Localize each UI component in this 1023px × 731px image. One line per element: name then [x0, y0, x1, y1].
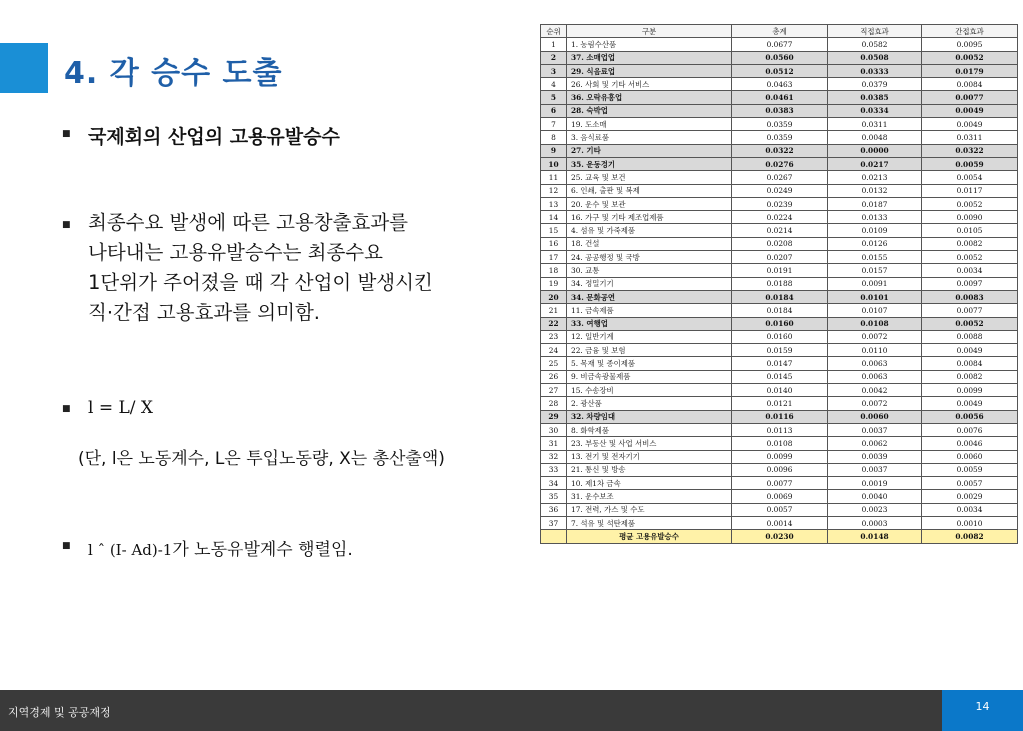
- average-indirect: 0.0082: [922, 530, 1018, 543]
- header-rank: 순위: [541, 25, 567, 38]
- footer-bar: [0, 690, 1023, 731]
- cell-rank: 19: [541, 277, 567, 290]
- footer-text: 지역경제 및 공공재정: [8, 706, 111, 719]
- cell-direct: 0.0213: [828, 171, 922, 184]
- table-row: [541, 38, 1018, 51]
- cell-total: 0.0276: [732, 157, 828, 170]
- cell-total: 0.0184: [732, 304, 828, 317]
- cell-category: 17. 전력, 가스 및 수도: [567, 503, 732, 516]
- cell-indirect: 0.0097: [922, 277, 1018, 290]
- cell-rank: 5: [541, 91, 567, 104]
- page-number: 14: [942, 690, 1023, 731]
- cell-direct: 0.0039: [828, 450, 922, 463]
- cell-indirect: 0.0034: [922, 264, 1018, 277]
- table-row: [541, 64, 1018, 77]
- table-row: [541, 237, 1018, 250]
- table-row: [541, 184, 1018, 197]
- cell-rank: 14: [541, 211, 567, 224]
- cell-total: 0.0214: [732, 224, 828, 237]
- cell-direct: 0.0062: [828, 437, 922, 450]
- header-indirect: 간접효과: [922, 25, 1018, 38]
- cell-rank: 30: [541, 423, 567, 436]
- header-category: 구분: [567, 25, 732, 38]
- cell-category: 34. 정밀기기: [567, 277, 732, 290]
- cell-total: 0.0359: [732, 118, 828, 131]
- table-row: [541, 357, 1018, 370]
- description-line: 직·간접 고용효과를 의미함.: [88, 301, 321, 324]
- table-row: [541, 516, 1018, 529]
- cell-rank: 4: [541, 78, 567, 91]
- cell-indirect: 0.0057: [922, 477, 1018, 490]
- cell-category: 25. 교육 및 보건: [567, 171, 732, 184]
- cell-category: 20. 운수 및 보관: [567, 197, 732, 210]
- cell-rank: 8: [541, 131, 567, 144]
- cell-direct: 0.0019: [828, 477, 922, 490]
- cell-direct: 0.0072: [828, 397, 922, 410]
- cell-category: 36. 오락유흥업: [567, 91, 732, 104]
- cell-direct: 0.0023: [828, 503, 922, 516]
- cell-total: 0.0188: [732, 277, 828, 290]
- table-row: [541, 171, 1018, 184]
- cell-direct: 0.0582: [828, 38, 922, 51]
- table-row: [541, 51, 1018, 64]
- cell-direct: 0.0333: [828, 64, 922, 77]
- cell-rank: 15: [541, 224, 567, 237]
- cell-category: 37. 소매업업: [567, 51, 732, 64]
- cell-rank: 2: [541, 51, 567, 64]
- cell-direct: 0.0107: [828, 304, 922, 317]
- cell-rank: 22: [541, 317, 567, 330]
- cell-direct: 0.0060: [828, 410, 922, 423]
- cell-rank: 24: [541, 344, 567, 357]
- table-row: [541, 344, 1018, 357]
- table-row: [541, 197, 1018, 210]
- cell-category: 6. 인쇄, 출판 및 복제: [567, 184, 732, 197]
- table-row: [541, 503, 1018, 516]
- cell-indirect: 0.0052: [922, 51, 1018, 64]
- cell-category: 8. 화학제품: [567, 423, 732, 436]
- cell-category: 33. 여행업: [567, 317, 732, 330]
- cell-total: 0.0160: [732, 330, 828, 343]
- cell-rank: 1: [541, 38, 567, 51]
- cell-total: 0.0113: [732, 423, 828, 436]
- cell-rank: 34: [541, 477, 567, 490]
- cell-category: 13. 전기 및 전자기기: [567, 450, 732, 463]
- cell-indirect: 0.0099: [922, 384, 1018, 397]
- table-row: [541, 290, 1018, 303]
- cell-direct: 0.0334: [828, 104, 922, 117]
- cell-category: 30. 교통: [567, 264, 732, 277]
- cell-category: 9. 비금속광물제품: [567, 370, 732, 383]
- cell-category: 5. 목재 및 종이제품: [567, 357, 732, 370]
- cell-category: 26. 사회 및 기타 서비스: [567, 78, 732, 91]
- table-row: [541, 78, 1018, 91]
- table-row: [541, 490, 1018, 503]
- cell-total: 0.0069: [732, 490, 828, 503]
- cell-indirect: 0.0034: [922, 503, 1018, 516]
- bullet-description: [88, 208, 433, 328]
- cell-rank: 6: [541, 104, 567, 117]
- cell-category: 1. 농림수산품: [567, 38, 732, 51]
- cell-indirect: 0.0083: [922, 290, 1018, 303]
- cell-direct: 0.0187: [828, 197, 922, 210]
- cell-rank: 35: [541, 490, 567, 503]
- table-row: [541, 224, 1018, 237]
- cell-total: 0.0014: [732, 516, 828, 529]
- cell-indirect: 0.0082: [922, 370, 1018, 383]
- cell-indirect: 0.0090: [922, 211, 1018, 224]
- cell-indirect: 0.0077: [922, 304, 1018, 317]
- table-row: [541, 423, 1018, 436]
- cell-total: 0.0108: [732, 437, 828, 450]
- cell-category: 4. 섬유 및 가죽제품: [567, 224, 732, 237]
- cell-direct: 0.0385: [828, 91, 922, 104]
- cell-direct: 0.0000: [828, 144, 922, 157]
- cell-category: 31. 운수보조: [567, 490, 732, 503]
- bullet-heading: 국제회의 산업의 고용유발승수: [88, 126, 340, 148]
- cell-rank: 28: [541, 397, 567, 410]
- cell-rank: 20: [541, 290, 567, 303]
- description-line: 나타내는 고용유발승수는 최종수요: [88, 241, 383, 264]
- table-row: [541, 384, 1018, 397]
- cell-rank: 17: [541, 251, 567, 264]
- cell-indirect: 0.0049: [922, 397, 1018, 410]
- cell-total: 0.0191: [732, 264, 828, 277]
- table-row: [541, 410, 1018, 423]
- cell-total: 0.0267: [732, 171, 828, 184]
- cell-category: 7. 석유 및 석탄제품: [567, 516, 732, 529]
- table-header-row: [541, 25, 1018, 38]
- cell-indirect: 0.0077: [922, 91, 1018, 104]
- cell-total: 0.0096: [732, 463, 828, 476]
- cell-indirect: 0.0049: [922, 344, 1018, 357]
- employment-multiplier-table: [540, 24, 1017, 544]
- cell-rank: 18: [541, 264, 567, 277]
- cell-indirect: 0.0311: [922, 131, 1018, 144]
- cell-total: 0.0249: [732, 184, 828, 197]
- table-row: [541, 211, 1018, 224]
- description-line: 1단위가 주어졌을 때 각 산업이 발생시킨: [88, 271, 433, 294]
- cell-direct: 0.0311: [828, 118, 922, 131]
- cell-total: 0.0560: [732, 51, 828, 64]
- table-row: [541, 450, 1018, 463]
- cell-total: 0.0512: [732, 64, 828, 77]
- cell-category: 19. 도소매: [567, 118, 732, 131]
- cell-total: 0.0322: [732, 144, 828, 157]
- cell-direct: 0.0101: [828, 290, 922, 303]
- cell-indirect: 0.0084: [922, 78, 1018, 91]
- cell-category: 23. 부동산 및 사업 서비스: [567, 437, 732, 450]
- cell-total: 0.0159: [732, 344, 828, 357]
- cell-category: 28. 숙박업: [567, 104, 732, 117]
- formula-note: (단, l은 노동계수, L은 투입노동량, X는 총산출액): [78, 449, 445, 469]
- cell-indirect: 0.0322: [922, 144, 1018, 157]
- title-accent-bar: [0, 43, 48, 93]
- average-total: 0.0230: [732, 530, 828, 543]
- cell-indirect: 0.0084: [922, 357, 1018, 370]
- cell-indirect: 0.0082: [922, 237, 1018, 250]
- table-row: [541, 330, 1018, 343]
- cell-direct: 0.0508: [828, 51, 922, 64]
- cell-rank: 21: [541, 304, 567, 317]
- cell-indirect: 0.0060: [922, 450, 1018, 463]
- cell-rank: 11: [541, 171, 567, 184]
- cell-total: 0.0208: [732, 237, 828, 250]
- cell-rank: 26: [541, 370, 567, 383]
- cell-rank: 32: [541, 450, 567, 463]
- table-row: [541, 277, 1018, 290]
- cell-total: 0.0461: [732, 91, 828, 104]
- cell-direct: 0.0155: [828, 251, 922, 264]
- average-direct: 0.0148: [828, 530, 922, 543]
- cell-total: 0.0077: [732, 477, 828, 490]
- table-row: [541, 477, 1018, 490]
- cell-direct: 0.0132: [828, 184, 922, 197]
- cell-direct: 0.0063: [828, 370, 922, 383]
- cell-category: 3. 음식료품: [567, 131, 732, 144]
- cell-indirect: 0.0049: [922, 118, 1018, 131]
- cell-rank: 12: [541, 184, 567, 197]
- cell-category: 15. 수송장비: [567, 384, 732, 397]
- cell-total: 0.0239: [732, 197, 828, 210]
- cell-rank: 29: [541, 410, 567, 423]
- cell-direct: 0.0003: [828, 516, 922, 529]
- cell-rank: 16: [541, 237, 567, 250]
- cell-total: 0.0359: [732, 131, 828, 144]
- cell-category: 11. 금속제품: [567, 304, 732, 317]
- bullet-marker: ■: [62, 404, 71, 414]
- cell-rank: 7: [541, 118, 567, 131]
- cell-indirect: 0.0029: [922, 490, 1018, 503]
- cell-direct: 0.0072: [828, 330, 922, 343]
- cell-total: 0.0140: [732, 384, 828, 397]
- table-row: [541, 397, 1018, 410]
- cell-direct: 0.0126: [828, 237, 922, 250]
- cell-category: 10. 제1차 금속: [567, 477, 732, 490]
- cell-indirect: 0.0046: [922, 437, 1018, 450]
- cell-category: 18. 건설: [567, 237, 732, 250]
- cell-category: 29. 식음료업: [567, 64, 732, 77]
- cell-indirect: 0.0117: [922, 184, 1018, 197]
- table-row: [541, 317, 1018, 330]
- table-row: [541, 91, 1018, 104]
- cell-indirect: 0.0105: [922, 224, 1018, 237]
- formula-inducement-matrix: [88, 535, 353, 560]
- cell-indirect: 0.0052: [922, 251, 1018, 264]
- table-row: [541, 251, 1018, 264]
- bullet-marker: ■: [62, 220, 71, 230]
- cell-indirect: 0.0049: [922, 104, 1018, 117]
- formula-labor-coefficient: l = L/ X: [88, 398, 154, 418]
- cell-rank: 37: [541, 516, 567, 529]
- cell-category: 34. 문화공연: [567, 290, 732, 303]
- cell-indirect: 0.0095: [922, 38, 1018, 51]
- cell-direct: 0.0042: [828, 384, 922, 397]
- cell-indirect: 0.0054: [922, 171, 1018, 184]
- header-direct: 직접효과: [828, 25, 922, 38]
- cell-direct: 0.0063: [828, 357, 922, 370]
- cell-direct: 0.0108: [828, 317, 922, 330]
- table-body: [541, 38, 1018, 530]
- cell-rank: 23: [541, 330, 567, 343]
- cell-indirect: 0.0010: [922, 516, 1018, 529]
- table-row: [541, 157, 1018, 170]
- cell-total: 0.0160: [732, 317, 828, 330]
- cell-indirect: 0.0088: [922, 330, 1018, 343]
- cell-category: 27. 기타: [567, 144, 732, 157]
- cell-category: 21. 통신 및 방송: [567, 463, 732, 476]
- cell-total: 0.0677: [732, 38, 828, 51]
- cell-indirect: 0.0059: [922, 463, 1018, 476]
- cell-rank: 25: [541, 357, 567, 370]
- cell-total: 0.0121: [732, 397, 828, 410]
- cell-indirect: 0.0052: [922, 317, 1018, 330]
- bullet-marker: ■: [62, 541, 71, 551]
- cell-indirect: 0.0076: [922, 423, 1018, 436]
- cell-indirect: 0.0056: [922, 410, 1018, 423]
- cell-total: 0.0116: [732, 410, 828, 423]
- cell-direct: 0.0379: [828, 78, 922, 91]
- table-row: [541, 104, 1018, 117]
- cell-total: 0.0207: [732, 251, 828, 264]
- table-row: [541, 131, 1018, 144]
- cell-category: 2. 광산품: [567, 397, 732, 410]
- header-total: 총계: [732, 25, 828, 38]
- table-row: [541, 118, 1018, 131]
- matrix-formula-text: 가 노동유발계수 행렬임.: [172, 540, 353, 560]
- cell-total: 0.0147: [732, 357, 828, 370]
- cell-direct: 0.0037: [828, 463, 922, 476]
- cell-rank: 27: [541, 384, 567, 397]
- bullet-marker: ■: [62, 129, 71, 139]
- table-row: [541, 304, 1018, 317]
- cell-indirect: 0.0059: [922, 157, 1018, 170]
- table-average-row: [541, 530, 1018, 543]
- cell-category: 35. 운동경기: [567, 157, 732, 170]
- cell-rank: 9: [541, 144, 567, 157]
- cell-direct: 0.0037: [828, 423, 922, 436]
- cell-total: 0.0057: [732, 503, 828, 516]
- description-line: 최종수요 발생에 따른 고용창출효과를: [88, 211, 408, 234]
- cell-rank: 36: [541, 503, 567, 516]
- table-row: [541, 463, 1018, 476]
- cell-category: 12. 일반기계: [567, 330, 732, 343]
- cell-direct: 0.0157: [828, 264, 922, 277]
- cell-indirect: 0.0052: [922, 197, 1018, 210]
- table-row: [541, 264, 1018, 277]
- cell-direct: 0.0217: [828, 157, 922, 170]
- cell-indirect: 0.0179: [922, 64, 1018, 77]
- cell-direct: 0.0048: [828, 131, 922, 144]
- cell-total: 0.0184: [732, 290, 828, 303]
- cell-total: 0.0099: [732, 450, 828, 463]
- cell-category: 16. 가구 및 기타 제조업제품: [567, 211, 732, 224]
- table-row: [541, 370, 1018, 383]
- cell-direct: 0.0109: [828, 224, 922, 237]
- table-row: [541, 437, 1018, 450]
- cell-rank: 3: [541, 64, 567, 77]
- cell-direct: 0.0110: [828, 344, 922, 357]
- matrix-formula: l ˆ (I- Ad)-1: [88, 541, 173, 559]
- slide-title: 4. 각 승수 도출: [64, 56, 283, 91]
- average-label: 평균 고용유발승수: [567, 530, 732, 543]
- cell-total: 0.0224: [732, 211, 828, 224]
- cell-category: 32. 차량임대: [567, 410, 732, 423]
- cell-total: 0.0145: [732, 370, 828, 383]
- cell-total: 0.0383: [732, 104, 828, 117]
- cell-rank: 33: [541, 463, 567, 476]
- cell-direct: 0.0091: [828, 277, 922, 290]
- cell-rank: 31: [541, 437, 567, 450]
- cell-category: 22. 금융 및 보험: [567, 344, 732, 357]
- cell-category: 24. 공공행정 및 국방: [567, 251, 732, 264]
- cell-direct: 0.0040: [828, 490, 922, 503]
- cell-direct: 0.0133: [828, 211, 922, 224]
- cell-rank: 13: [541, 197, 567, 210]
- table-row: [541, 144, 1018, 157]
- cell-rank: 10: [541, 157, 567, 170]
- cell-total: 0.0463: [732, 78, 828, 91]
